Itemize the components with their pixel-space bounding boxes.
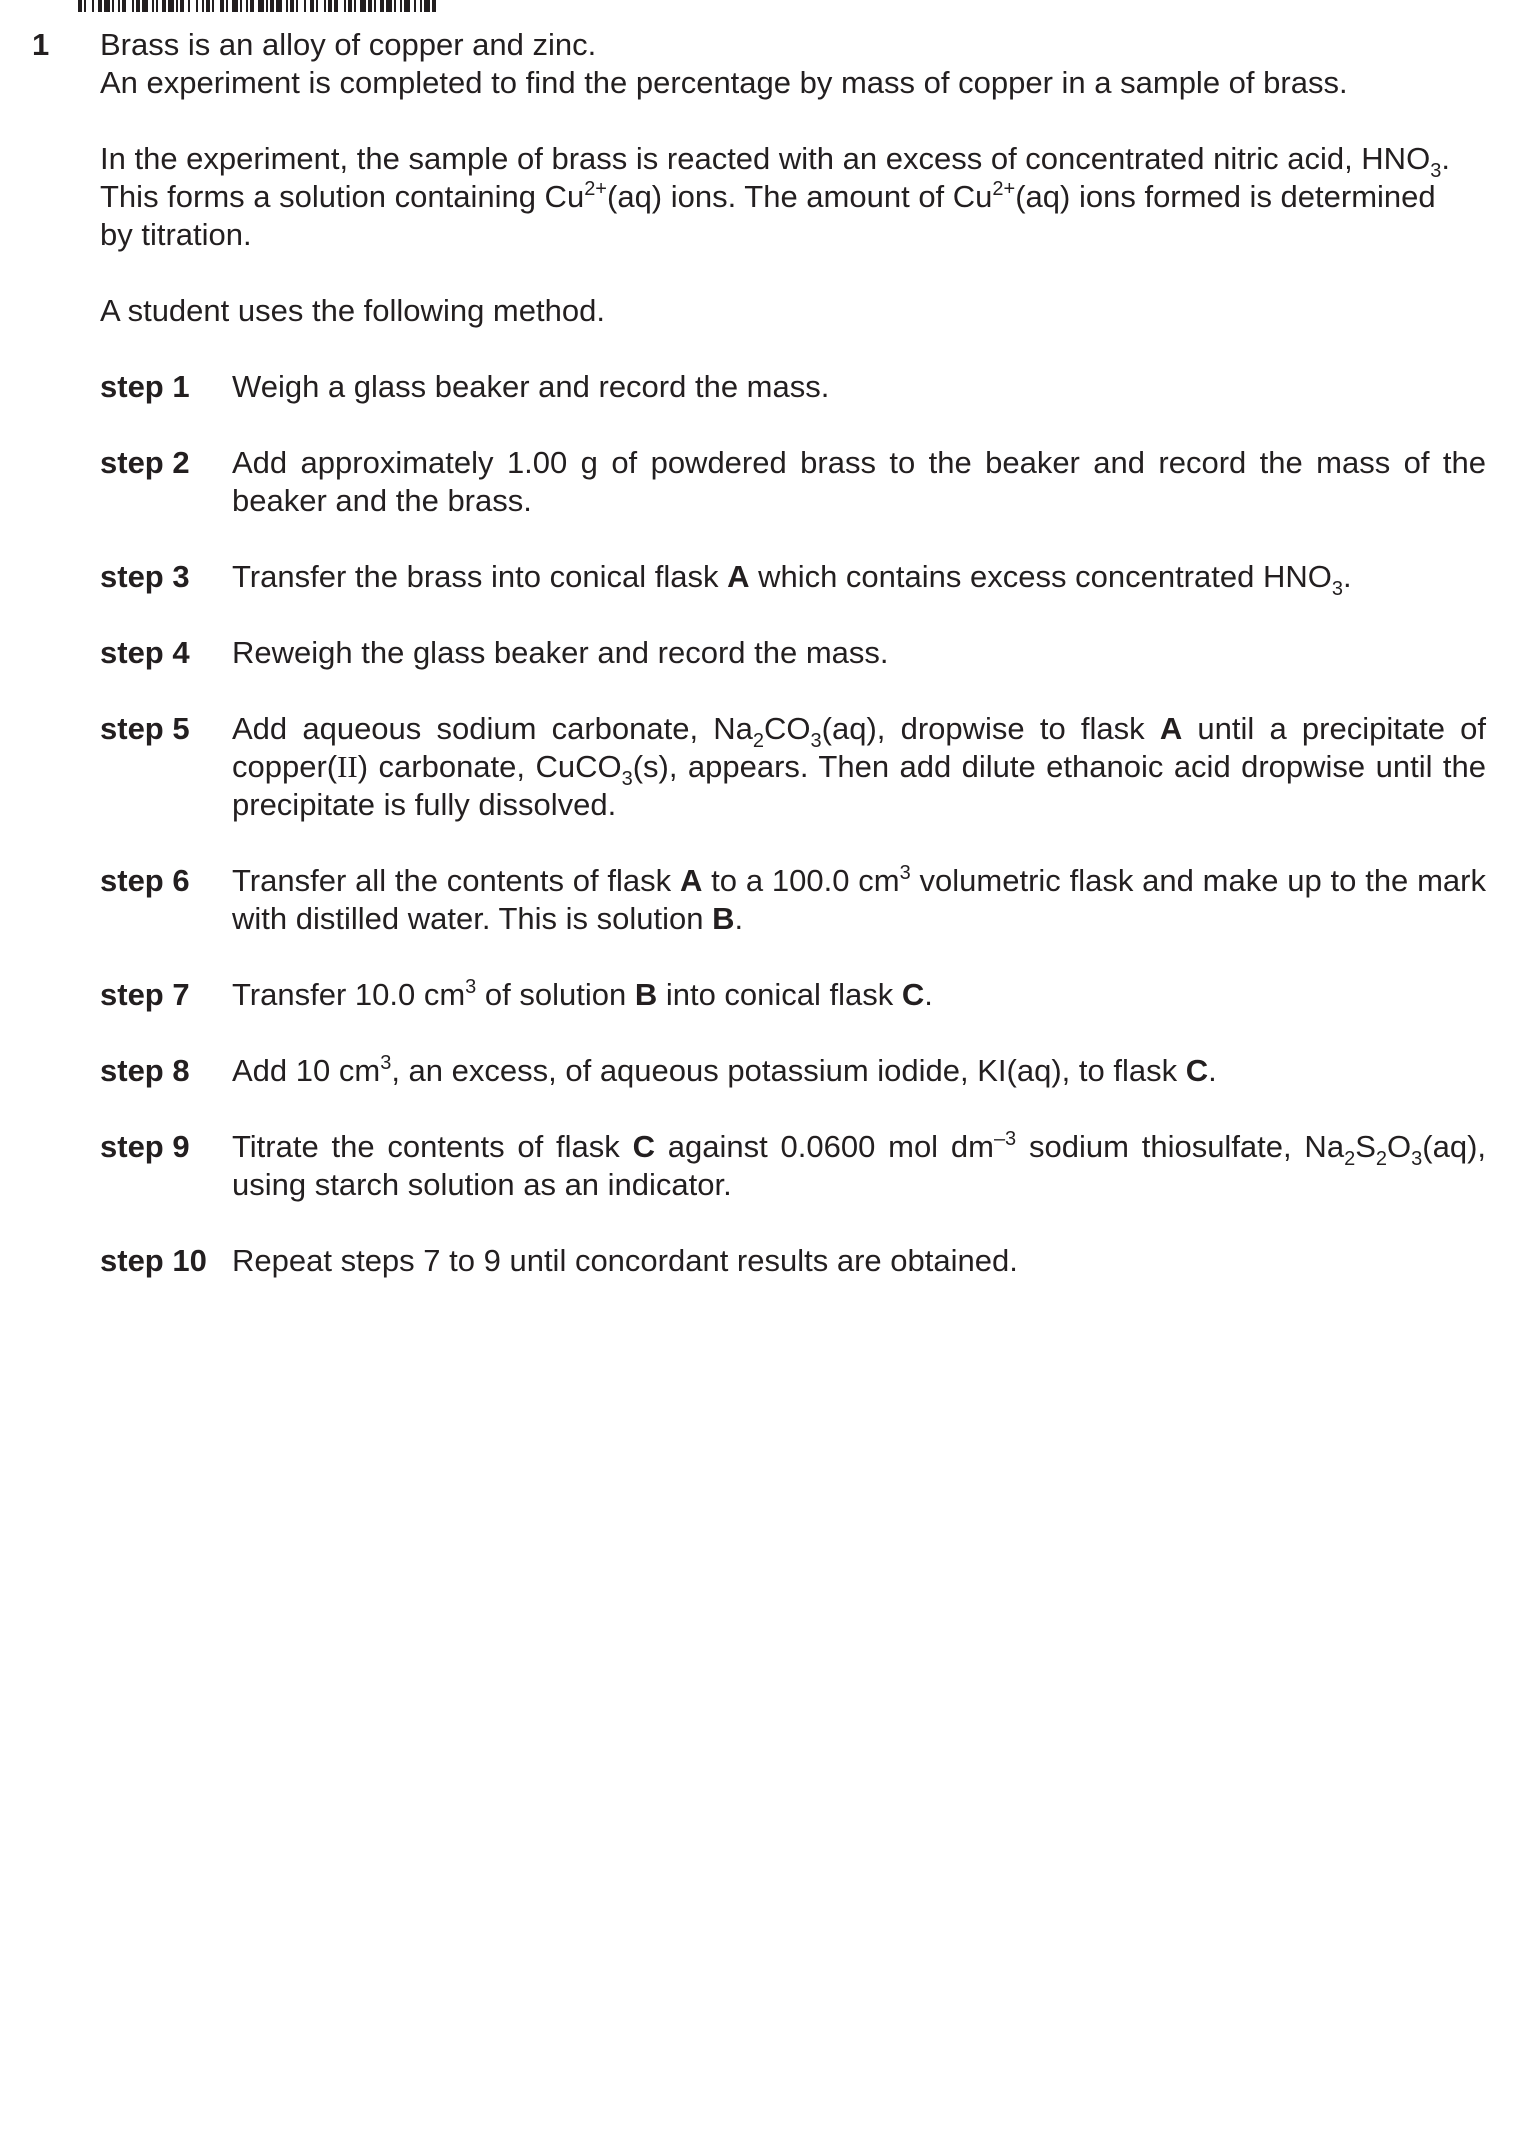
barcode-bar	[136, 0, 140, 12]
barcode-bar	[420, 0, 422, 12]
step-label: step 4	[100, 635, 190, 670]
step-label: step 1	[100, 369, 190, 404]
barcode-bar	[212, 0, 214, 12]
step-1	[100, 368, 1486, 406]
barcode-bar	[152, 0, 154, 12]
barcode-bar	[258, 0, 264, 12]
step-text: Repeat steps 7 to 9 until concordant results are obtained.	[232, 1243, 1018, 1278]
barcode-bar	[220, 0, 224, 12]
barcode-bar	[368, 0, 372, 12]
barcode-bar	[424, 0, 430, 12]
question-body	[100, 26, 1486, 1280]
step-text: Add approximately 1.00 g of powdered brass to the beaker and record the mass of the beaker and the brass.	[232, 445, 1486, 518]
barcode-bar	[188, 0, 190, 12]
barcode-bar	[104, 0, 110, 12]
barcode-bar	[296, 0, 298, 12]
barcode-bar	[226, 0, 228, 12]
step-3	[100, 558, 1486, 600]
barcode-bar	[132, 0, 134, 12]
step-9	[100, 1128, 1486, 1204]
barcode-bar	[162, 0, 166, 12]
barcode-bar	[176, 0, 178, 12]
barcode-bar	[328, 0, 332, 12]
barcode-bar	[168, 0, 174, 12]
step-label: step 8	[100, 1053, 190, 1088]
intro-line-2: An experiment is completed to find the percentage by mass of copper in a sample of brass.	[100, 65, 1348, 100]
barcode-bar	[156, 0, 158, 12]
barcode-bar	[380, 0, 384, 12]
step-label: step 6	[100, 863, 190, 898]
step-8	[100, 1052, 1486, 1090]
step-label: step 3	[100, 559, 190, 594]
intro-line-1: Brass is an alloy of copper and zinc.	[100, 27, 597, 62]
barcode-bar	[360, 0, 366, 12]
barcode-bar	[84, 0, 86, 12]
barcode-bar	[304, 0, 306, 12]
barcode-bar	[98, 0, 102, 12]
reaction-paragraph: In the experiment, the sample of brass is reacted with an excess of concentrated nitric acid, $HNO_3$. This forms a solution containing $Cu^{2+}(aq)$ ions. The amount of $Cu^{2+}(aq)$ ions formed is determined by titration.	[100, 141, 1450, 252]
method-intro: A student uses the following method.	[100, 293, 605, 328]
barcode-bar	[112, 0, 114, 12]
barcode-bar	[394, 0, 396, 12]
barcode-bar	[276, 0, 282, 12]
barcode-bar	[250, 0, 254, 12]
step-text: Weigh a glass beaker and record the mass.	[232, 369, 830, 404]
step-4	[100, 634, 1486, 672]
step-5	[100, 710, 1486, 824]
step-7	[100, 976, 1486, 1014]
barcode-bar	[334, 0, 338, 12]
barcode-bar	[92, 0, 94, 12]
barcode-bar	[118, 0, 120, 12]
barcode-bar	[142, 0, 148, 12]
step-text: Add aqueous sodium carbonate, $Na_2CO_3(aq)$, dropwise to flask A until a precipitate of copper(II) carbonate, CuCO$_3$(s), appears. Then add dilute ethanoic acid dropwise until the precipitate is fully dissolved.	[232, 711, 1486, 822]
step-2	[100, 444, 1486, 520]
step-text: Add 10 $cm^3$, an excess, of aqueous potassium iodide, KI(aq), to flask C.	[232, 1052, 1217, 1088]
step-label: step 2	[100, 445, 190, 480]
barcode-bar	[290, 0, 294, 12]
barcode	[78, 0, 608, 12]
step-text: Titrate the contents of flask C against 0.0600 mol $dm^{-3}$ sodium thiosulfate, $Na_2S_2O_3(aq)$, using starch solution as an indicator.	[232, 1128, 1487, 1202]
barcode-bar	[354, 0, 356, 12]
barcode-bar	[206, 0, 210, 12]
barcode-bar	[348, 0, 352, 12]
step-10	[100, 1242, 1486, 1280]
step-label: step 5	[100, 711, 190, 746]
barcode-bar	[266, 0, 268, 12]
barcode-bar	[324, 0, 326, 12]
barcode-bar	[270, 0, 274, 12]
barcode-bar	[432, 0, 436, 12]
barcode-bar	[202, 0, 204, 12]
barcode-bar	[286, 0, 288, 12]
barcode-bar	[232, 0, 238, 12]
barcode-bar	[386, 0, 392, 12]
step-text: Transfer all the contents of flask A to a 100.0 $cm^3$ volumetric flask and make up to the mark with distilled water. This is solution B.	[232, 862, 1486, 936]
barcode-bar	[344, 0, 346, 12]
step-text: Transfer 10.0 $cm^3$ of solution B into conical flask C.	[232, 976, 933, 1012]
barcode-bar	[246, 0, 248, 12]
barcode-bar	[196, 0, 198, 12]
barcode-bar	[374, 0, 376, 12]
barcode-bar	[310, 0, 314, 12]
barcode-bar	[240, 0, 242, 12]
step-label: step 10	[100, 1243, 207, 1278]
barcode-bar	[404, 0, 410, 12]
barcode-bar	[400, 0, 402, 12]
barcode-bar	[78, 0, 82, 12]
method-steps	[100, 368, 1486, 1280]
step-label: step 7	[100, 977, 190, 1012]
step-6	[100, 862, 1486, 938]
step-text: Reweigh the glass beaker and record the mass.	[232, 635, 889, 670]
barcode-bar	[180, 0, 184, 12]
barcode-bar	[414, 0, 416, 12]
step-label: step 9	[100, 1129, 190, 1164]
question-number: 1	[32, 27, 50, 62]
barcode-bar	[316, 0, 318, 12]
barcode-bar	[122, 0, 126, 12]
step-text: Transfer the brass into conical flask A which contains excess concentrated $HNO_3$.	[232, 559, 1352, 600]
